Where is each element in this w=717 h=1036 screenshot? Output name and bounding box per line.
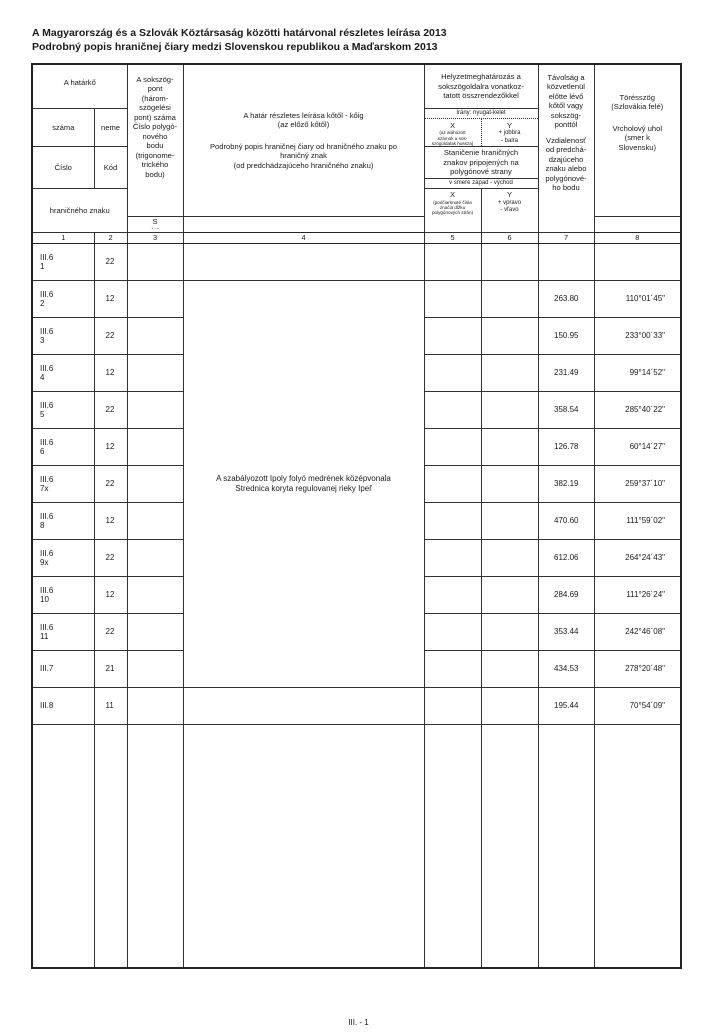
- x-cell: [424, 614, 481, 651]
- stone-number-cell: III.6 8: [32, 503, 94, 540]
- polygon-point-cell: [127, 355, 183, 392]
- stone-code-cell: 22: [94, 540, 127, 577]
- angle-cell: 60°14´27": [594, 429, 681, 466]
- angle-cell: 285°40´22": [594, 392, 681, 429]
- stone-code-cell: 11: [94, 688, 127, 725]
- x-cell: [424, 392, 481, 429]
- angle-header-hu: Törésszög (Szlovákia felé): [611, 93, 664, 112]
- y-cell: [481, 540, 538, 577]
- x-cell: [424, 503, 481, 540]
- angle-cell: 111°26´24": [594, 577, 681, 614]
- stone-code-cell: 22: [94, 466, 127, 503]
- empty-cell: [127, 725, 183, 969]
- distance-cell: 470.60: [538, 503, 594, 540]
- x-cell: [424, 466, 481, 503]
- y-cell: [481, 392, 538, 429]
- x-cell: [424, 244, 481, 281]
- y-cell: [481, 429, 538, 466]
- polygon-point-cell: [127, 466, 183, 503]
- angle-cell: 259°37´10": [594, 466, 681, 503]
- x-note-sk: (podčiarknuté čísla značia dĺžku polygónových strán): [431, 199, 474, 216]
- stone-number-cell: III.6 7x: [32, 466, 94, 503]
- column-number: 3: [127, 233, 183, 244]
- stone-code-cell: 12: [94, 503, 127, 540]
- stone-number-cell: III.6 6: [32, 429, 94, 466]
- distance-cell: 195.44: [538, 688, 594, 725]
- angle-units: ° ' ": [151, 226, 159, 232]
- angle-cell: 242°46´08": [594, 614, 681, 651]
- distance-header-hu: Távolság a közvetlenül előtte lévő kőtől vagy sokszög- ponttól: [547, 73, 585, 130]
- angle-cell: 233°00´33": [594, 318, 681, 355]
- y-cell: [481, 503, 538, 540]
- stone-code-cell: 21: [94, 651, 127, 688]
- x-cell: [424, 429, 481, 466]
- x-hu-cell: [425, 119, 482, 146]
- angle-cell: 110°01´45": [594, 281, 681, 318]
- empty-cell: [538, 725, 594, 969]
- polygon-point-cell: [127, 688, 183, 725]
- distance-cell: 612.06: [538, 540, 594, 577]
- empty-cell: [32, 725, 94, 969]
- polygon-point-cell: [127, 540, 183, 577]
- direction-hu: Irány: nyugat-kelet: [425, 109, 538, 120]
- stone-number-cell: III.6 4: [32, 355, 94, 392]
- column-number: 4: [183, 233, 424, 244]
- column-number: 1: [32, 233, 94, 244]
- polygon-point-cell: [127, 244, 183, 281]
- stone-number-cell: III.6 5: [32, 392, 94, 429]
- description-merged-cell: [183, 281, 424, 688]
- column-number: 7: [538, 233, 594, 244]
- table-row: [32, 244, 681, 281]
- stone-code-cell: 12: [94, 355, 127, 392]
- position-subheader-hu: [424, 108, 538, 147]
- empty-cell: [424, 725, 481, 969]
- boundary-stone-header: A határkő: [32, 64, 127, 108]
- stone-number-cell: III.8: [32, 688, 94, 725]
- x-label-hu: X: [449, 121, 456, 130]
- y-cell: [481, 466, 538, 503]
- y-cell: [481, 318, 538, 355]
- stone-code-cell: 22: [94, 244, 127, 281]
- angle-cell: 111°59´02": [594, 503, 681, 540]
- distance-cell: 382.19: [538, 466, 594, 503]
- column-number: 5: [424, 233, 481, 244]
- description-header: [183, 64, 424, 217]
- stone-number-header-sk: Číslo: [32, 147, 94, 189]
- angle-s-label: S: [152, 217, 158, 227]
- y-sk-cell: [481, 189, 538, 233]
- stone-code-cell: 12: [94, 429, 127, 466]
- position-header-hu: Helyzetmeghatározás a sokszögoldalra vonatkoz- tatott összrendezőkkel: [424, 64, 538, 108]
- page-number: III. - 1: [348, 1018, 369, 1027]
- angle-units-cell: [127, 217, 183, 233]
- y-cell: [481, 614, 538, 651]
- table-row: [32, 281, 681, 318]
- description-header-hu: A határ részletes leírása kőtől - kőig (az előző kőtől): [243, 110, 364, 130]
- empty-cell: [594, 725, 681, 969]
- distance-cell: 434.53: [538, 651, 594, 688]
- polygon-point-cell: [127, 577, 183, 614]
- stone-code-cell: 12: [94, 577, 127, 614]
- distance-cell: 231.49: [538, 355, 594, 392]
- angle-header-sk: Vrcholový uhol (smer k Slovensku): [612, 123, 663, 152]
- column-number-row: [32, 233, 681, 244]
- distance-header: [538, 64, 594, 233]
- description-cell: [183, 688, 424, 725]
- stone-number-cell: III.6 3: [32, 318, 94, 355]
- distance-header-sk: Vzdialenosť od predchá- dzajúceho znaku alebo polygónové- ho bodu: [545, 135, 587, 193]
- x-cell: [424, 577, 481, 614]
- y-note-sk: + vpravo - vľavo: [497, 199, 522, 214]
- polygon-point-header-sk: Číslo polygó- nového bodu (trigonome- trického bodu): [132, 122, 178, 179]
- stone-type-header-sk: Kód: [94, 147, 127, 189]
- x-cell: [424, 318, 481, 355]
- stone-number-cell: III.6 2: [32, 281, 94, 318]
- empty-row: [32, 725, 681, 969]
- xy-hu-subtable: [425, 119, 538, 146]
- distance-cell: 150.95: [538, 318, 594, 355]
- angle-cell: 99°14´52": [594, 355, 681, 392]
- distance-cell: 358.54: [538, 392, 594, 429]
- empty-cell: [94, 725, 127, 969]
- document-title-slovak: Podrobný popis hraničnej čiary medzi Slovenskou republikou a Maďarskom 2013: [32, 41, 438, 53]
- stone-number-cell: III.6 1: [32, 244, 94, 281]
- x-cell: [424, 540, 481, 577]
- angle-cell: 264°24´43": [594, 540, 681, 577]
- distance-cell: [538, 244, 594, 281]
- polygon-point-cell: [127, 651, 183, 688]
- polygon-point-cell: [127, 614, 183, 651]
- stone-type-header-hu: neme: [94, 108, 127, 147]
- distance-cell: 353.44: [538, 614, 594, 651]
- y-cell: [481, 577, 538, 614]
- stone-number-cell: III.7: [32, 651, 94, 688]
- document-title-hungarian: A Magyarország és a Szlovák Köztársaság közötti határvonal részletes leírása 2013: [32, 27, 447, 39]
- stone-code-cell: 22: [94, 614, 127, 651]
- y-hu-cell: [481, 119, 538, 146]
- angle-cell: 278°20´48": [594, 651, 681, 688]
- polygon-point-cell: [127, 503, 183, 540]
- x-label-sk: X: [449, 190, 456, 200]
- x-sk-cell: [424, 189, 481, 233]
- y-cell: [481, 651, 538, 688]
- y-label-hu: Y: [506, 121, 513, 130]
- polygon-point-cell: [127, 429, 183, 466]
- direction-sk: v smere západ - východ: [425, 178, 538, 189]
- polygon-point-cell: [127, 392, 183, 429]
- distance-cell: 263.80: [538, 281, 594, 318]
- distance-cell: 284.69: [538, 577, 594, 614]
- y-note-hu: + jobbra - balra: [498, 130, 521, 144]
- column-number: 2: [94, 233, 127, 244]
- stone-number-cell: III.6 11: [32, 614, 94, 651]
- angle-cell: 70°54´09": [594, 688, 681, 725]
- polygon-point-cell: [127, 281, 183, 318]
- stone-code-cell: 22: [94, 318, 127, 355]
- column-number: 6: [481, 233, 538, 244]
- x-cell: [424, 355, 481, 392]
- empty-cell: [481, 725, 538, 969]
- stone-code-cell: 22: [94, 392, 127, 429]
- table-row: [32, 688, 681, 725]
- stone-number-cell: III.6 9x: [32, 540, 94, 577]
- description-cell: [183, 244, 424, 281]
- polygon-point-header-hu: A sokszög- pont (három- szögelési pont) száma: [134, 75, 176, 122]
- angle-cell: [594, 244, 681, 281]
- polygon-point-header: [127, 64, 183, 217]
- boundary-marker-header-sk: hraničného znaku: [32, 189, 127, 233]
- x-cell: [424, 651, 481, 688]
- description-header-sk: Podrobný popis hraničnej čiary od hraničného znaku po hraničný znak (od predchádzajúceho hraničného znaku): [209, 141, 397, 170]
- y-cell: [481, 281, 538, 318]
- position-title-sk: Staničenie hraničných znakov pripojených na polygónové strany: [443, 148, 519, 177]
- y-cell: [481, 688, 538, 725]
- angle-header: [594, 64, 681, 217]
- description-sk: Strednica koryta regulovanej rieky Ipeľ: [235, 484, 372, 494]
- boundary-description-table: [31, 63, 682, 969]
- stone-number-cell: III.6 10: [32, 577, 94, 614]
- position-header-sk: [424, 147, 538, 189]
- y-cell: [481, 244, 538, 281]
- stone-code-cell: 12: [94, 281, 127, 318]
- column-number: 8: [594, 233, 681, 244]
- x-note-hu: (az aláhúzott számok a sok- szögoldalak hossza): [431, 130, 474, 147]
- distance-cell: 126.78: [538, 429, 594, 466]
- description-hu: A szabályozott Ipoly folyó medrének középvonala: [216, 474, 391, 484]
- stone-number-header-hu: száma: [32, 108, 94, 147]
- empty-cell: [183, 725, 424, 969]
- x-cell: [424, 688, 481, 725]
- x-cell: [424, 281, 481, 318]
- y-cell: [481, 355, 538, 392]
- y-label-sk: Y: [506, 190, 513, 200]
- polygon-point-cell: [127, 318, 183, 355]
